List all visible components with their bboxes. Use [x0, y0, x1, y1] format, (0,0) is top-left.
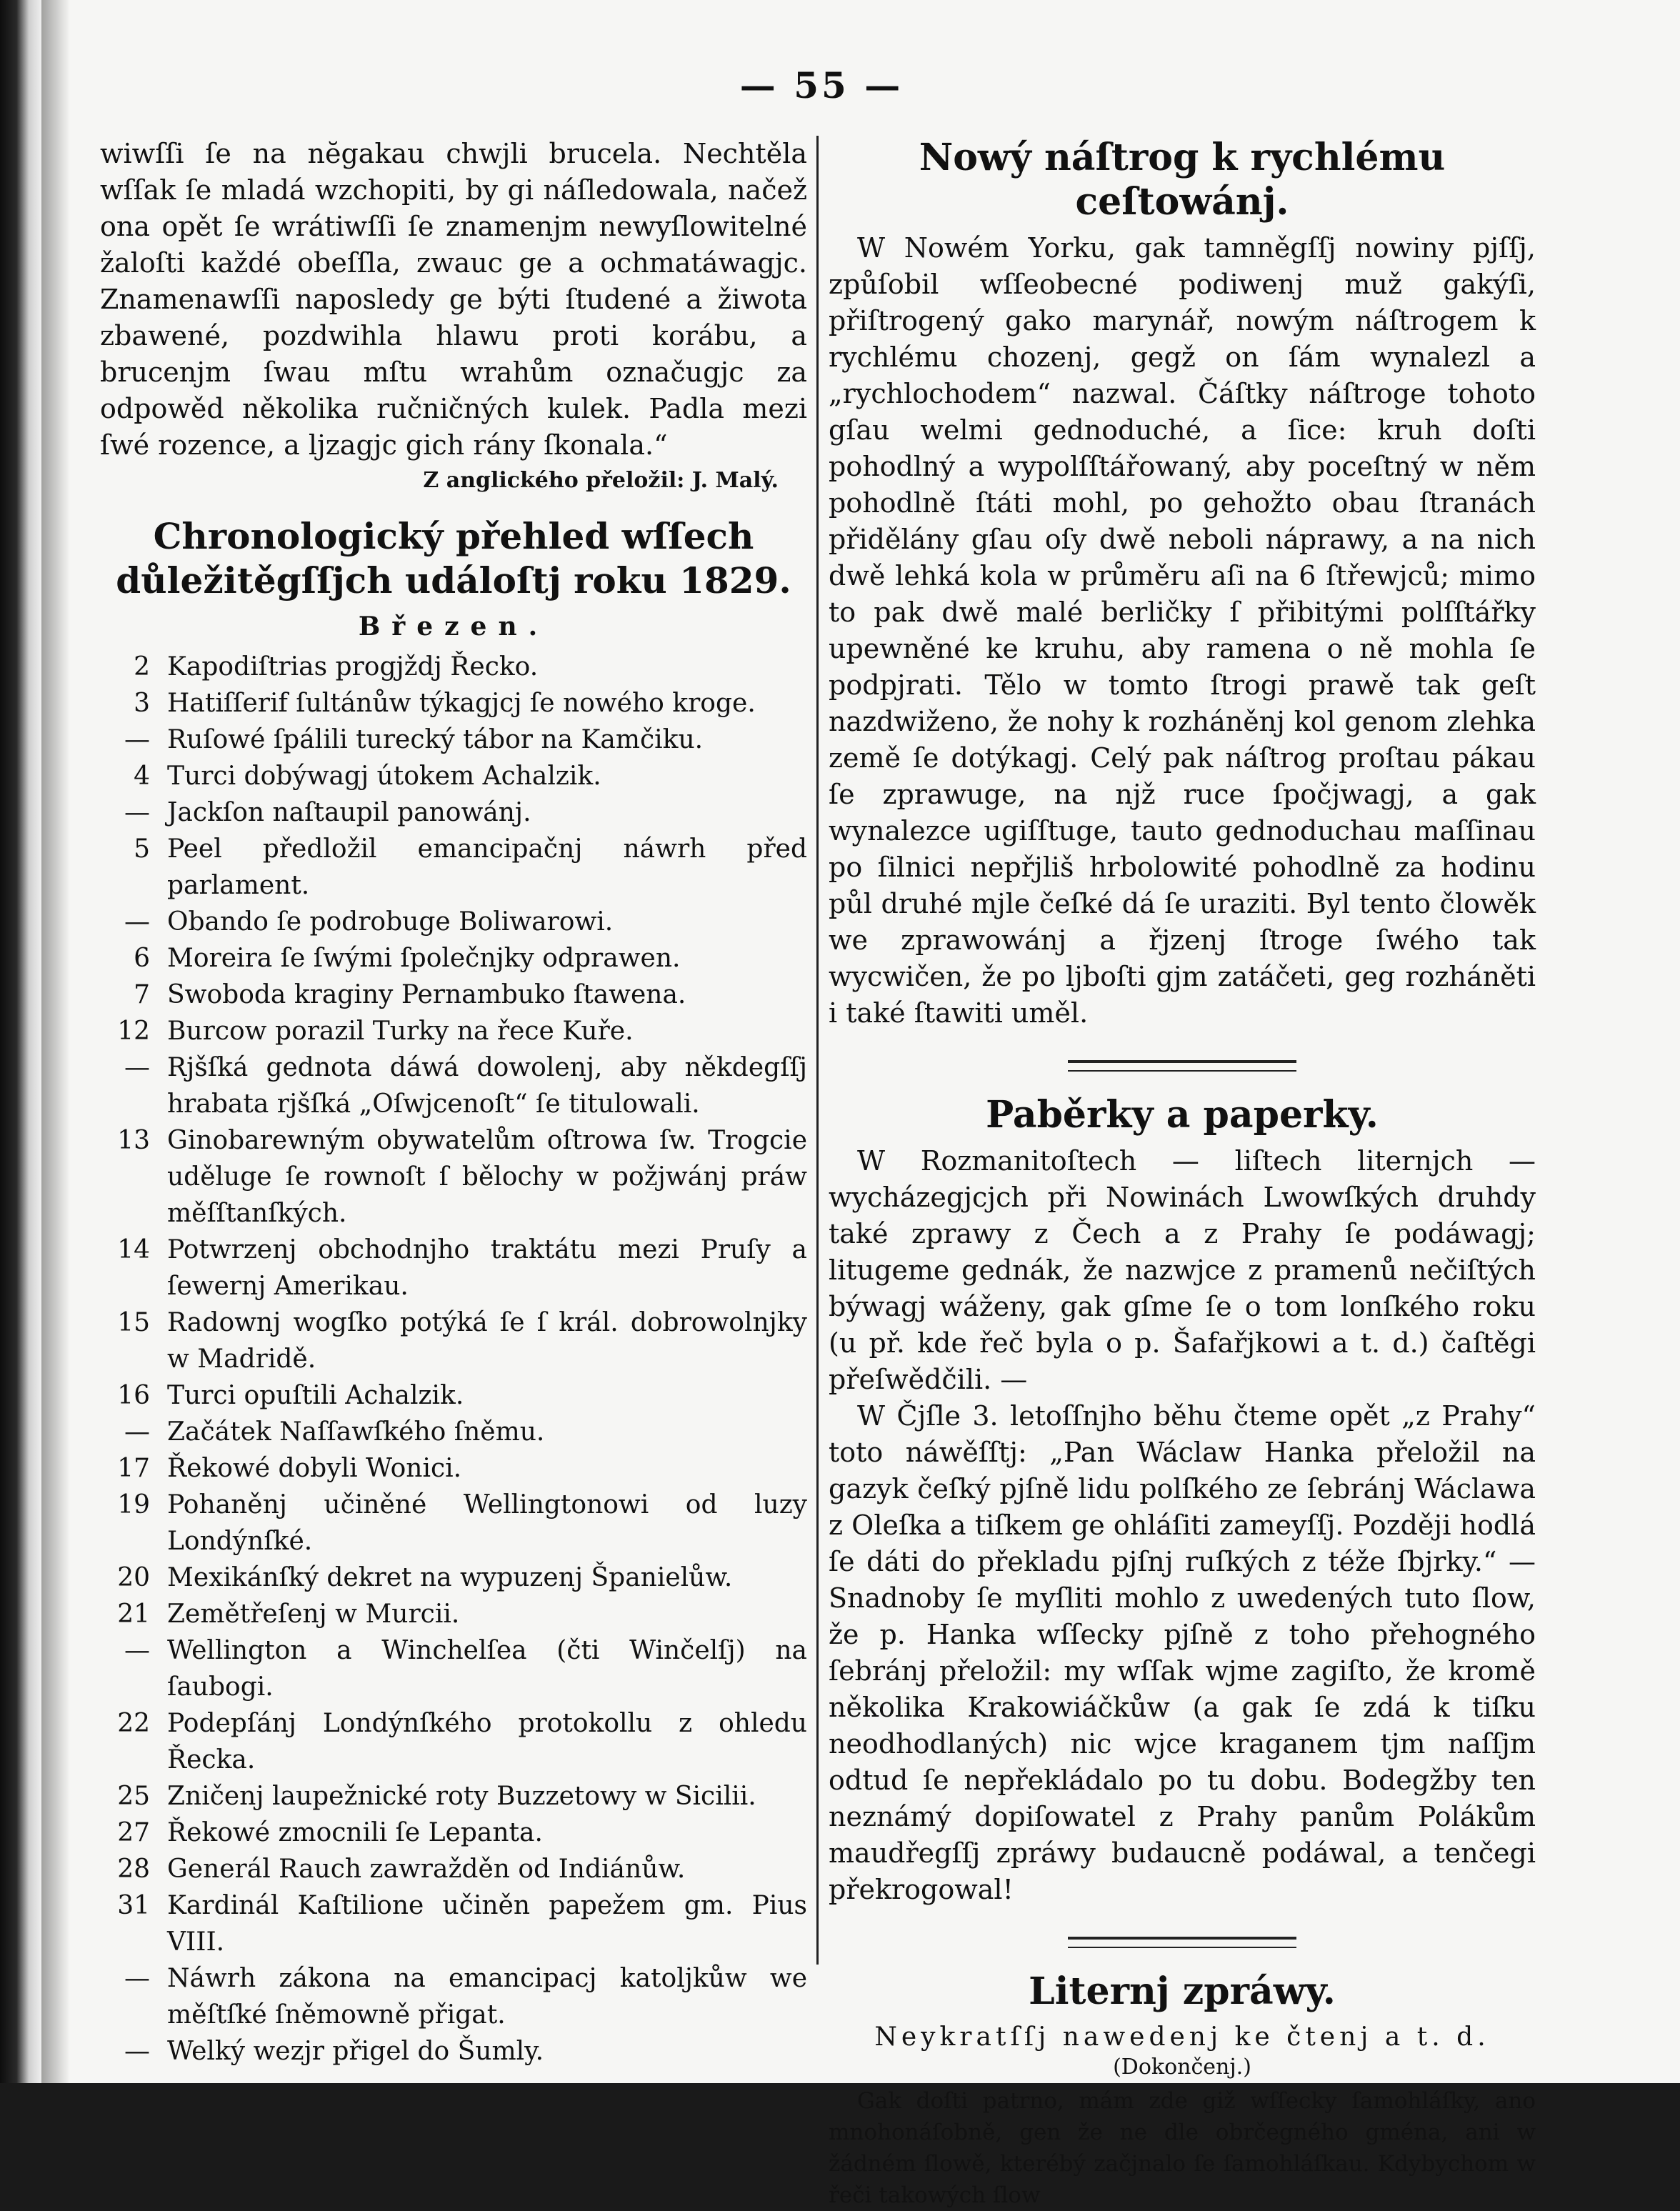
article-body-rychlochod: W Nowém Yorku, gak tamněgſſj nowiny pjſſj, způſobil wſſeobecné podiwenj muž gakýſi, přiſtrogený gako marynář, nowým náſtrogem k rychlému chozenj, gegž on ſám wynalezl a „rychlochodem“ nazwal. Čáſtky náſtroge tohoto gſau welmi gednoduché, a ſice: kruh doſti pohodlný a wypolſſtářowaný, aby poceſtný w něm pohodlně ſtáti mohl, po gehožto obau ſtranách přidělány gſau oſy dwě neboli náprawy, a na nich dwě lehká kola w průměru aſi na 6 ſtřewjců; mimo to pak dwě malé berličky ſ přibitými polſſtářky upewněné ke kruhu, aby ramena o ně mohla ſe podpjrati. Tělo w tomto ſtrogi prawě tak geſt nazdwiženo, že nohy k rozháněnj kol genom zlehka země ſe dotýkagj. Celý pak náſtrog proſtau pákau ſe zprawuge, na njž ruce ſpočjwagj, a gak wynalezce ugiſſtuge, tauto gednoduchau maſſinau po ſilnici nepřjliš hrbolowité pohodlně za hodinu půl druhé mjle čeſké dá ſe uraziti. Byl tento člowěk we zprawowánj a řjzenj ſtroge ſwého tak wycwičen, že po ljboſti gjm zatáčeti, geg rozháněti i také ſtawiti uměl.: [829, 232, 1536, 1029]
entry-day: 4: [134, 762, 150, 791]
entry-text: Burcow porazil Turky na řece Kuře.: [167, 1017, 634, 1046]
chronology-entry: [100, 722, 807, 758]
section-rule: [1068, 1060, 1296, 1072]
entry-text: Kardinál Kaſtilione učiněn papežem gm. Pius VIII.: [167, 1891, 807, 1957]
entry-day: —: [124, 1636, 150, 1665]
page-number: — 55 —: [739, 64, 904, 106]
chronology-entry: [100, 977, 807, 1013]
entry-day: —: [124, 1417, 150, 1447]
entry-day: —: [124, 725, 150, 754]
section-rule: [1068, 1937, 1296, 1948]
entry-text: Radownj wogſko potýká ſe ſ král. dobrowolnjky w Madridě.: [167, 1308, 807, 1374]
scan-edge: [0, 0, 41, 2083]
entry-text: Náwrh zákona na emancipacj katoljkůw we měſtſké ſněmowně přigat.: [167, 1964, 807, 2030]
entry-text: Řekowé dobyli Wonici.: [167, 1454, 462, 1483]
article-paragraph: W Rozmanitoſtech — liſtech liternjch — wycházegjcjch při Nowinách Lwowſkých druhdy také zprawy z Čech a z Prahy ſe podáwagj; litugeme gednák, že nazwjce z pramenů nečiſtých býwagj wáženy, gak gſme ſe o tom lonſkého roku (u př. kde řeč byla o p. Šafařjkowi a t. d.) čaſtěgi přeſwědčili. —: [829, 1145, 1536, 1395]
chronology-entry: [100, 2033, 807, 2070]
chronology-entry: [100, 794, 807, 831]
entry-day: —: [124, 907, 150, 937]
article-body-literni: Gak doſti patrno, mám zde giž wſſecky ſamohláſky, ano mnohonáſobně, gen že ne dle obrčegného gména, ani w žádném ſlowě, kterébý začjnalo ſe ſamohláſkau. Kdybychom w řeči takowých ſlow: [829, 2088, 1536, 2208]
entry-text: Potwrzenj obchodnjho traktátu mezi Pruſy a ſewernj Amerikau.: [167, 1235, 807, 1301]
entry-day: 28: [117, 1855, 150, 1884]
chronology-entry: [100, 831, 807, 904]
entry-text: Zničenj laupežnické roty Buzzetowy w Sicilii.: [167, 1782, 756, 1811]
article-title-paberky: Paběrky a paperky.: [986, 1093, 1379, 1137]
binding-shadow: [41, 0, 70, 2083]
right-column: [829, 136, 1536, 2211]
chronology-entry: [100, 1232, 807, 1304]
entry-text: Zemětřeſenj w Murcii.: [167, 1599, 460, 1629]
entry-day: 21: [117, 1599, 150, 1629]
chronology-entry: [100, 1596, 807, 1632]
chronology-entry: [100, 1960, 807, 2033]
entry-text: Wellington a Winchelſea (čti Winčelſj) na ſaubogi.: [167, 1636, 807, 1702]
article-subtitle: Neykratſſj nawedenj ke čtenj a t. d.: [874, 2022, 1490, 2052]
entry-text: Kapodiſtrias progjždj Řecko.: [167, 652, 539, 682]
entry-day: 7: [134, 980, 150, 1009]
chronology-entry: [100, 649, 807, 685]
chronology-entry: [100, 1450, 807, 1487]
entry-text: Rjšſká gednota dáwá dowolenj, aby někdegſſj hrabata rjšſká „Oſwjcenoſt“ ſe titulowali.: [167, 1053, 807, 1119]
story-continuation: wiwſſi ſe na nĕgakau chwjli brucela. Nechtěla wſſak ſe mladá wzchopiti, by gi náſledowala, načež ona opět ſe wrátiwſſi ſe znamenjm newyſlowitelné žaloſti každé obeſſla, zwauc ge a ochmatáwagjc. Znamenawſſi naposledy ge býti ſtudené a žiwota zbawené, pozdwihla hlawu proti korábu, a brucenjm ſwau mſtu wrahům označugjc za odpowěd několika ručničných kulek. Padla mezi ſwé rozence, a ljzagjc gich rány ſkonala.“: [100, 138, 807, 461]
entry-day: 2: [134, 652, 150, 682]
entry-day: 20: [117, 1563, 150, 1592]
month-heading: Březen.: [358, 612, 549, 642]
entry-day: 22: [117, 1709, 150, 1738]
chronology-entry: [100, 1049, 807, 1122]
entry-day: 17: [117, 1454, 150, 1483]
chronology-entry: [100, 1815, 807, 1851]
entry-day: —: [124, 1053, 150, 1082]
entry-text: Řekowé zmocnili ſe Lepanta.: [167, 1818, 543, 1847]
chronology-entry: [100, 1851, 807, 1887]
entry-day: —: [124, 798, 150, 827]
entry-text: Welký wezjr přigel do Šumly.: [167, 2037, 544, 2066]
entry-day: 27: [117, 1818, 150, 1847]
chronology-list: [100, 649, 807, 2070]
entry-day: 16: [117, 1381, 150, 1410]
entry-day: 6: [134, 944, 150, 973]
chronology-entry: [100, 1122, 807, 1232]
entry-text: Pohaněnj učiněné Wellingtonowi od luzy Londýnſké.: [167, 1490, 807, 1556]
chronology-entry: [100, 1705, 807, 1778]
chronology-entry: [100, 685, 807, 722]
chronology-entry: [100, 1304, 807, 1377]
entry-text: Peel předložil emancipačnj náwrh před parlament.: [167, 834, 807, 900]
entry-text: Turci opuſtili Achalzik.: [167, 1381, 464, 1410]
chronology-entry: [100, 758, 807, 794]
chronology-entry: [100, 1377, 807, 1414]
entry-day: 25: [117, 1782, 150, 1811]
chronology-entry: [100, 1013, 807, 1049]
column-divider: [816, 136, 819, 1965]
entry-text: Obando ſe podrobuge Boliwarowi.: [167, 907, 614, 937]
entry-day: —: [124, 2037, 150, 2066]
entry-day: 15: [117, 1308, 150, 1337]
left-column: [100, 136, 807, 2070]
chronology-entry: [100, 940, 807, 977]
article-paragraph: W Čjſle 3. letoſſnjho běhu čteme opět „z Prahy“ toto náwěſſtj: „Pan Wáclaw Hanka přeložil na gazyk čeſký pjſně lidu polſkého ze ſebránj Wáclawa z Oleſka a tiſkem ge ohláſiti zameyſſj. Později hodlá ſe dáti do překladu pjſnj ruſkých z téže ſbjrky.“ — Snadnoby ſe myſliti mohlo z uwedených tuto ſlow, že p. Hanka wſſecky pjſně z toho přehogného ſebránj přeložil: my wſſak wjme zagiſto, že kromě několika Krakowiáčkůw (a gak ſe zdá k tiſku neodhodlaných) nic wjce kraganem tjm naſſjm odtud ſe nepřekládalo po tu dobu. Bodegžby ten neznámý dopiſowatel z Prahy panům Polákům maudřegſſj zpráwy budaucně podáwal, a tenčegi překrogowal!: [829, 1400, 1536, 1905]
entry-text: Generál Rauch zawražděn od Indiánůw.: [167, 1855, 686, 1884]
chronology-entry: [100, 1887, 807, 1960]
chronology-title: Chronologický přehled wſſech důležitěgſſjch událoſtj roku 1829.: [116, 515, 791, 602]
entry-day: 14: [117, 1235, 150, 1264]
entry-text: Jackſon naſtaupil panowánj.: [167, 798, 531, 827]
entry-day: 3: [134, 689, 150, 718]
entry-day: 19: [117, 1490, 150, 1519]
entry-text: Turci dobýwagj útokem Achalzik.: [167, 762, 601, 791]
entry-text: Moreira ſe ſwými ſpolečnjky odprawen.: [167, 944, 681, 973]
entry-day: 31: [117, 1891, 150, 1920]
entry-day: —: [124, 1964, 150, 1993]
chronology-entry: [100, 1487, 807, 1559]
continuation-note: (Dokončenj.): [1113, 2055, 1251, 2080]
entry-text: Ginobarewným obywatelům oſtrowa ſw. Trogcie uděluge ſe rownoſt ſ bělochy w požjwánj práw měſſtanſkých.: [167, 1126, 807, 1228]
translator-signature: Z anglického přeložil: J. Malý.: [423, 468, 779, 493]
article-title-rychlochod: Nowý náſtrog k rychlému ceſtowánj.: [919, 136, 1446, 224]
entry-text: Podepſánj Londýnſkého protokollu z ohledu Řecka.: [167, 1709, 807, 1775]
entry-text: Ruſowé ſpálili turecký tábor na Kamčiku.: [167, 725, 704, 754]
entry-text: Mexikánſký dekret na wypuzenj Španielůw.: [167, 1563, 733, 1592]
entry-day: 13: [117, 1126, 150, 1155]
entry-text: Swoboda kraginy Pernambuko ſtawena.: [167, 980, 686, 1009]
entry-day: 12: [117, 1017, 150, 1046]
chronology-entry: [100, 904, 807, 940]
entry-text: Začátek Naſſawſkého ſněmu.: [167, 1417, 545, 1447]
chronology-entry: [100, 1414, 807, 1450]
chronology-entry: [100, 1559, 807, 1596]
entry-text: Hatiſſerif ſultánůw týkagjcj ſe nowého kroge.: [167, 689, 756, 718]
entry-day: 5: [134, 834, 150, 864]
chronology-entry: [100, 1778, 807, 1815]
chronology-entry: [100, 1632, 807, 1705]
article-title-literni: Liternj zpráwy.: [1029, 1970, 1336, 2013]
